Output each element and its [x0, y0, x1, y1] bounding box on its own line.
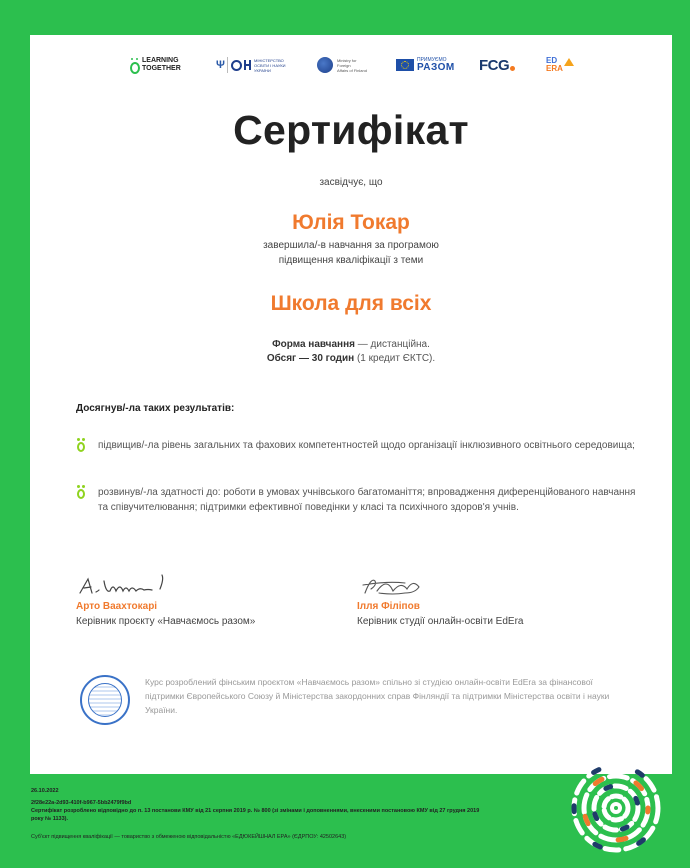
eu-small-text: ПРИМУЄМО	[417, 56, 447, 63]
volume-label: Обсяг — 30 годин	[266, 353, 355, 364]
learning-together-line1: LEARNING	[142, 57, 179, 64]
trident-icon: Ψ	[216, 59, 225, 71]
edera-hat-icon	[564, 58, 574, 66]
ministry-o-icon	[231, 60, 242, 71]
signatory-name: Ілля Філіпов	[357, 601, 420, 612]
signatory-block	[76, 571, 336, 627]
volume-value: (1 кредит ЄКТС).	[354, 353, 436, 364]
issue-date: 26.10.2022	[31, 788, 59, 794]
form-value: — дистанційна.	[354, 339, 430, 350]
bullet-icon	[76, 485, 88, 501]
completion-line1: завершила/-в навчання за програмою	[263, 240, 439, 251]
learning-together-line2: TOGETHER	[142, 65, 181, 72]
learning-together-logo	[130, 53, 181, 77]
finland-line2: Affairs of Finland	[337, 67, 367, 73]
signatory-name: Арто Ваахтокарі	[76, 601, 158, 612]
bullet-icon	[76, 438, 88, 454]
eu-big-text: РАЗОМ	[417, 61, 455, 73]
ministry-line2: ОСВІТИ І НАУКИ	[254, 62, 286, 68]
edera-ed-text: ED	[546, 56, 558, 65]
edera-logo	[546, 53, 574, 77]
ministry-line3: УКРАЇНИ	[254, 67, 271, 73]
eu-together-logo	[396, 53, 455, 77]
program-title: Школа для всіх	[270, 292, 432, 315]
signatory-role: Керівник студії онлайн-освіти EdEra	[357, 616, 524, 627]
signature-icon	[76, 571, 186, 599]
form-label: Форма навчання	[272, 339, 355, 350]
edera-era-text: ERA	[546, 64, 563, 73]
ministry-line1: МІНІСТЕРСТВО	[254, 57, 284, 63]
provider-note: Суб'єкт підвищення кваліфікації — товариство з обмеженою відповідальністю «ЕДЮКЕЙШНАЛ ЕРА» (ЄДРПОУ: 42502643)	[31, 834, 347, 840]
result-item	[76, 438, 636, 454]
fcg-logo	[479, 53, 515, 77]
result-text: розвинув/-ла здатності до: роботи в умовах учнівського багатоманіття; впровадження диференційованого навчання та співучителювання; підтримки ефективної поведінки у класі та психічного здоров'я учнів.	[98, 487, 636, 513]
fcg-dot-icon	[510, 66, 515, 71]
decorative-circles-icon	[568, 760, 664, 856]
completion-statement	[30, 238, 672, 268]
official-seal-icon	[80, 675, 130, 725]
regulation-note: Сертифікат розроблено відповідно до п. 13 постанови КМУ від 21 серпня 2019 р. № 800 (зі змінами і доповненнями, внесеними постановою КМУ від 27 грудня 2019 року № 1133).	[31, 808, 480, 822]
fcg-text: FCG	[479, 56, 510, 74]
certificate-metadata	[31, 787, 491, 841]
finland-line1: Ministry for Foreign	[337, 57, 357, 68]
recipient-name: Юлія Токар	[292, 211, 410, 234]
certificate-sheet	[30, 35, 672, 774]
course-funding-note: Курс розроблений фінським проєктом «Навчаємось разом» спільно зі студією онлайн-освіти EdEra за фінансової підтримки Європейського Союзу й Міністерства закордонних справ Фінляндії та підтримки Міністерства освіти і науки України.	[145, 677, 610, 715]
partner-logos-row	[30, 53, 672, 77]
finland-globe-icon	[317, 57, 333, 73]
results-heading: Досягнув/-ла таких результатів:	[76, 403, 235, 414]
learning-together-mark-icon	[130, 58, 138, 72]
finland-ministry-logo	[317, 53, 367, 77]
ministry-separator	[227, 57, 228, 73]
ministry-bars-icon	[244, 60, 251, 70]
signatory-role: Керівник проєкту «Навчаємось разом»	[76, 616, 256, 627]
ministry-education-logo	[216, 53, 286, 77]
signature-icon	[357, 571, 447, 599]
study-format	[30, 338, 672, 366]
signatory-block	[357, 571, 617, 627]
result-text: підвищив/-ла рівень загальних та фахових компетентностей щодо організації інклюзивного освітнього середовища;	[98, 440, 635, 451]
certificate-title: Сертифікат	[233, 107, 469, 153]
certifies-text: засвідчує, що	[319, 177, 383, 188]
eu-flag-icon	[396, 59, 414, 71]
certificate-id: 2f28e22a-2d93-410f-b967-5bb2479f9bd	[31, 800, 132, 806]
completion-line2: підвищення кваліфікації з теми	[278, 255, 424, 266]
result-item	[76, 485, 636, 515]
